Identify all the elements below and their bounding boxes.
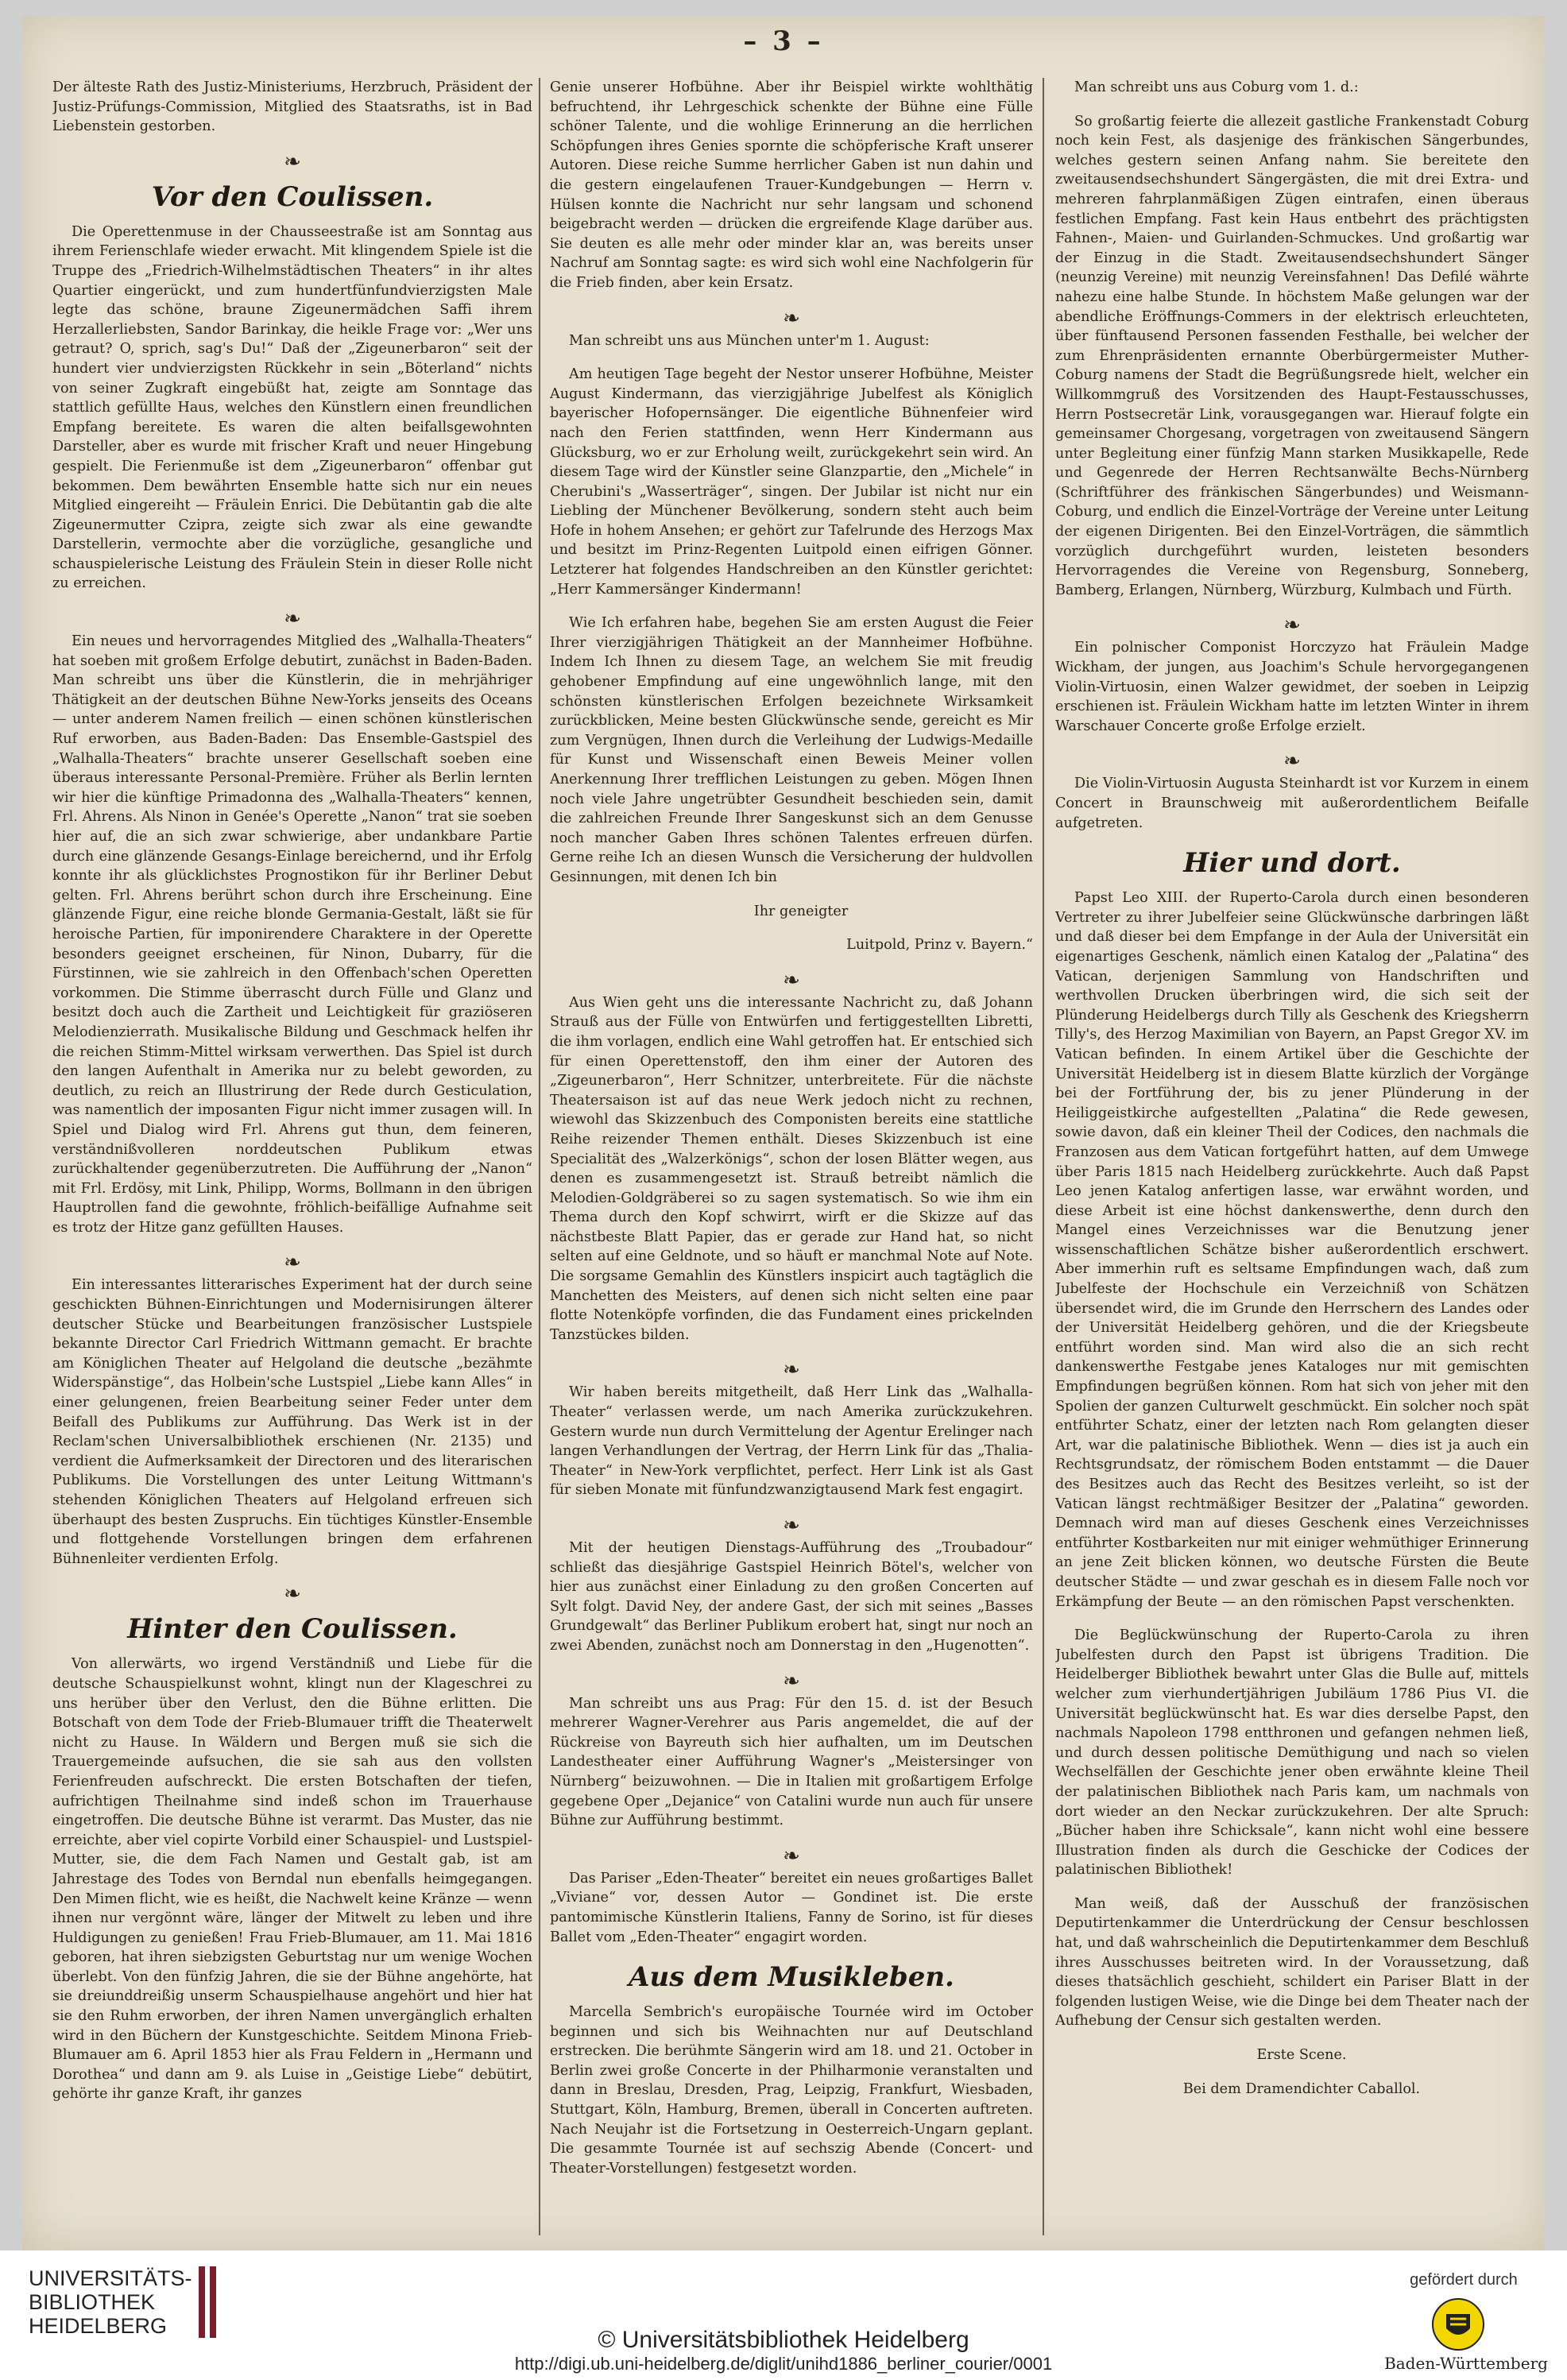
library-name-line: UNIVERSITÄTS- (29, 2266, 192, 2290)
page-number: – 3 – (743, 25, 824, 57)
column-1 (52, 78, 532, 2235)
article-text: Ein interessantes litterarisches Experiment hat der durch seine geschickten Bühnen-Einrichtungen und Modernisirungen älterer deutscher Stücke und Bearbeitungen französischer Lustspiele bekannte Director Carl Friedrich Wittmann gemacht. Er brachte am Königlichen Theater auf Helgoland die deutsche „bezähmte Widerspänstige“, das Holbein'sche Lustspiel „Liebe kann Alles“ in einer gelungenen, freien Bearbeitung seiner Feder unter dem Beifall des Publikums zur Aufführung. Das Werk ist in der Reclam'schen Universalbibliothek erschienen (Nr. 2135) und verdient die Aufmerksamkeit der Directoren und des literarischen Publikums. Die Vorstellungen des unter Leitung Wittmann's stehenden Königlichen Theaters auf Helgoland erfreuen sich überhaupt des besten Zuspruchs. Ein tüchtiges Künstler-Ensemble und flottgehende Vorstellungen bringen dem erfahrenen Bühnenleiter verdienten Erfolg. (52, 1277, 532, 1567)
footer (0, 2250, 1567, 2380)
article-text: Am heutigen Tage begeht der Nestor unserer Hofbühne, Meister August Kindermann, das vierzigjährige Jubelfest als Königlich bayerischer Hofopernsänger. Die eigentliche Bühnenfeier wird nach den Ferien stattfinden, wenn Herr Kindermann aus Glücksburg, wo er zur Erholung weilt, zurückgekehrt sein wird. An diesem Tage wird der Künstler seine Glanzpartie, den „Michele“ in Cherubini's „Wasserträger“, singen. Der Jubilar ist nicht nur ein Liebling der Münchener Bevölkerung, sondern steht auch beim Hofe in hohem Ansehen; er gehört zur Tafelrunde des Herzogs Max und besitzt im Prinz-Regenten Luitpold einen eifrigen Gönner. Letzterer hat folgendes Handschreiben an den Künstler gerichtet: „Herr Kammersänger Kindermann! (550, 366, 1033, 598)
ornament-icon: ❧ (783, 306, 800, 331)
library-name-line: BIBLIOTHEK (29, 2290, 156, 2314)
article-text: Man schreibt uns aus Coburg vom 1. d.: (1074, 79, 1359, 95)
article-text: Der älteste Rath des Justiz-Ministeriums, Herzbruch, Präsident der Justiz-Prüfungs-Commission, Mitglied des Staatsraths, ist in Bad Liebenstein gestorben. (52, 79, 532, 135)
article-text: Die Beglückwünschung der Ruperto-Carola zu ihren Jubelfesten durch den Papst ist übrigens Tradition. Die Heidelberger Bibliothek bewahrt unter Glas die Bulle auf, mittels welcher zum vierhundertjährigen Jubiläum 1786 Pius VI. die Universität beglückwünscht hat. Es war dies derselbe Papst, den nachmals Napoleon 1798 entthronen und gefangen nehmen ließ, und durch dessen politische Demüthigung und nach so vielen Wechselfällen der Geschichte jener oben erwähnte kleine Theil der palatinischen Bibliothek nach Paris kam, um nachmals von dort wieder an den Neckar zurückzukehren. Der alte Spruch: „Bücher haben ihre Schicksale“, kann nicht wohl eine bessere Illustration finden als durch die Geschicke der Codices der palatinischen Bibliothek! (1055, 1627, 1529, 1879)
article-text: Wir haben bereits mitgetheilt, daß Herr Link das „Walhalla-Theater“ verlassen werde, um nach Amerika zurückzukehren. Gestern wurde nun durch Vermittelung der Agentur Erelinger nach langen Verhandlungen der Vertrag, der Herrn Link für das „Thalia-Theater“ in New-York verpflichtet, perfect. Herr Link ist als Gast für sieben Monate mit fünfundzwanzigtausend Mark fest engagirt. (550, 1384, 1033, 1499)
column-2 (550, 78, 1033, 2235)
column-divider (1043, 78, 1044, 2235)
article-text: Von allerwärts, wo irgend Verständniß und Liebe für die deutsche Schauspielkunst wohnt, klingt nun der Klageschrei zu uns herüber über den Verlust, den die Bühne erlitten. Die Botschaft von dem Tode der Frieb-Blumauer trifft die Theaterwelt nicht zu Hause. In Wäldern und Bergen muß sie sich die Trauergemeinde aufsuchen, die sie sah aus den vollsten Ferienfreuden aufschreckt. Die ersten Botschaften der tiefen, aufrichtigen Theilnahme sind indeß schon im Trauerhause eingetroffen. Die deutsche Bühne ist verarmt. Das Muster, das nie erreichte, aber viel copirte Vorbild einer Schauspiel- und Lustspiel-Mutter, sie, die dem Fach Namen und Gestalt gab, ist am Jahrestage des Todes von Berndal nun ebenfalls heimgegangen. Den Mimen flicht, wie es heißt, die Nachwelt keine Kränze — wenn ihnen nur vergönnt wäre, länger der Mitwelt zu leben und ihre Huldigungen zu genießen! Frau Frieb-Blumauer, am 11. Mai 1816 geboren, hat ihren siebzigsten Geburtstag nur um wenige Wochen überlebt. Von den fünfzig Jahren, die sie der Bühne angehörte, hat sie dreiunddreißig unserm Schauspielhause angehört und hier hat sie den Ruhm erworben, der ihren Namen unvergänglich erhalten wird in den Büchern der Kunstgeschichte. Seitdem Minona Frieb-Blumauer am 6. April 1853 hier als Frau Feldern in „Hermann und Dorothea“ und dann am 9. als Luise in „Geistige Liebe“ debütirt, gehörte ihr ganze Kraft, ihr ganzes (52, 1656, 532, 2103)
ornament-icon: ❧ (783, 1514, 800, 1538)
funding-label: gefördert durch (1410, 2271, 1518, 2289)
ornament-icon: ❧ (284, 1582, 301, 1607)
state-name: Baden-Württemberg (1384, 2354, 1548, 2373)
state-coat-of-arms-icon (1430, 2297, 1486, 2352)
article-text: Marcella Sembrich's europäische Tournée wird im October beginnen und sich bis Weihnachten nur auf Deutschland erstrecken. Die berühmte Sängerin wird am 18. und 21. October in Berlin zwei große Concerte in der Philharmonie veranstalten und dann in Breslau, Dresden, Prag, Leipzig, Frankfurt, Wiesbaden, Stuttgart, Köln, Hamburg, Bremen, überall in Concerten auftreten. Nach Neujahr ist die Fortsetzung in Oesterreich-Ungarn geplant. Die gesammte Tournée ist auf sechszig Abende (Concert- und Theater-Vorstellungen) festgesetzt worden. (550, 2004, 1033, 2177)
ornament-icon: ❧ (284, 1251, 301, 1275)
letter-signature: Luitpold, Prinz v. Bayern.“ (846, 937, 1033, 954)
article-text: Ein polnischer Componist Horczyzo hat Fräulein Madge Wickham, der jungen, aus Joachim's Schule hervorgegangenen Violin-Virtuosin, einen Walzer gewidmet, der soeben in Leipzig erschienen ist. Fräulein Wickham hatte im letzten Winter in ihrem Warschauer Concerte große Erfolge erzielt. (1055, 640, 1529, 734)
library-name-line: HEIDELBERG (29, 2314, 168, 2338)
article-text: Mit der heutigen Dienstags-Aufführung des „Troubadour“ schließt das diesjährige Gastspiel Heinrich Bötel's, welcher von hier aus zunächst einer Einladung zu den großen Concerten auf Sylt folgt. David Ney, der andere Gast, der sich mit seines „Basses Grundgewalt“ das Berliner Publikum erobert hat, singt nur noch an zwei Abenden, zunächst noch am Donnerstag in den „Hugenotten“. (550, 1540, 1033, 1654)
article-text: Ein neues und hervorragendes Mitglied des „Walhalla-Theaters“ hat soeben mit großem Erfolge debutirt, zunächst in Baden-Baden. Man schreibt uns über die Künstlerin, die in mehrjähriger Thätigkeit an der deutschen Bühne New-Yorks jenseits des Oceans — unter anderem Namen freilich — einen schönen künstlerischen Ruf erworben, aus Baden-Baden: Das Ensemble-Gastspiel des „Walhalla-Theaters“ brachte unserer Gesellschaft soeben eine überaus interessante Personal-Première. Früher als Berlin lernten wir hier die künftige Primadonna des „Walhalla-Theaters“ kennen, Frl. Ahrens. Als Ninon in Genée's Operette „Nanon“ trat sie soeben hier auf, die an sich zwar schwierige, aber undankbare Partie durch eine glänzende Gesangs-Einlage bereichernd, und ihr Erfolg konnte ihr als glücklichstes Prognostikon für ihr Berliner Debut gelten. Frl. Ahrens berührt schon durch ihre Erscheinung. Eine glänzende Figur, eine reiche blonde Germania-Gestalt, läßt sie für heroische Partien, für imponirendere Charaktere in der Operette besonders geeignet erscheinen, für Ninon, Dubarry, für die Fürstinnen, wie sie zahlreich in den Offenbach'schen Operetten vorkommen. Die Stimme überrascht durch Fülle und Glanz und besitzt doch auch die Zartheit und Leichtigkeit für graziöseren Melodienzierrath. Musikalische Bildung und Geschmack helfen ihr die reichen Stimm-Mittel wirksam verwerthen. Das Spiel ist durch den langen Aufenthalt in Amerika nur zu belebt geworden, zu deutlich, zu reich an Illustrirung der Rede durch Gesticulation, was namentlich der imposanten Figur nicht immer zusagen will. In Spiel und Dialog wird Frl. Ahrens gut thun, dem feineren, verständnißvolleren norddeutschen Publikum etwas zurückhaltender gegenüberzutreten. Die Aufführung der „Nanon“ mit Frl. Erdösy, mit Link, Philipp, Worms, Bollmann in den übrigen Hauptrollen fand die gewohnte, fröhlich-beifällige Aufnahme seit es trotz der Hitze ganz gefüllten Hauses. (52, 633, 532, 1236)
newspaper-page (22, 16, 1545, 2250)
ornament-icon: ❧ (1283, 749, 1301, 774)
article-text: Die Violin-Virtuosin Augusta Steinhardt ist vor Kurzem in einem Concert in Braunschweig mit außerordentlichem Beifalle aufgetreten. (1055, 776, 1529, 831)
ornament-icon: ❧ (284, 607, 301, 632)
ornament-icon: ❧ (284, 149, 301, 174)
section-heading: Vor den Coulissen. (151, 180, 434, 213)
scene-location: Bei dem Dramendichter Caballol. (1182, 2080, 1421, 2097)
article-text: Man schreibt uns aus München unter'm 1. August: (569, 332, 930, 349)
section-heading: Aus dem Musikleben. (629, 1961, 954, 1994)
section-heading: Hier und dort. (1183, 847, 1401, 880)
article-text: Genie unserer Hofbühne. Aber ihr Beispiel wirkte wohlthätig befruchtend, ihr Lehrgeschick schenkte der Bühne eine Fülle schöner Talente, und die wohlige Erinnerung an die herrlichen Schöpfungen ihres Genies spornte die schöpferische Kraft unserer Autoren. Diese reiche Summe herrlicher Gaben ist nun dahin und die gestern eingelaufenen Trauer-Kundgebungen — Herrn v. Hülsen konnte die Nachricht nur sehr langsam und schonend beigebracht werden — drücken die ergreifende Klage darüber aus. Sie deuten es alle mehr oder minder klar an, was bereits unser Nachruf am Sonntag sagte: es wird sich wohl eine Nachfolgerin für die Frieb finden, aber kein Ersatz. (550, 79, 1033, 291)
article-text: Papst Leo XIII. der Ruperto-Carola durch einen besonderen Vertreter zu ihrer Jubelfeier seine Glückwünsche darbringen läßt und daß dieser bei dem Empfange in der Aula der Universität ein eigenartiges Geschenk, nämlich einen Katalog der „Palatina“ des Vatican, derjenigen Sammlung von Handschriften und werthvollen Drucken überbringen wird, die sich seit der Plünderung Heidelbergs durch Tilly als Geschenk des Kriegsherrn Tilly's, des Herzog Maximilian von Bayern, an Papst Gregor XV. im Vatican befinden. In einem Artikel über die Geschichte der Universität Heidelberg ist in diesem Blatte kürzlich der Vorgänge bei der Fortführung der, bis zu jener Plünderung in der Heiliggeistkirche aufgestellten „Palatina“ die Rede gewesen, sowie davon, daß ein kleiner Theil der Codices, den nachmals die Franzosen aus dem Vatican fortgeführt hatten, auf dem Umwege über Paris 1815 nach Heidelberg zurückkehrte. Auch daß Papst Leo jenen Katalog anfertigen lasse, war erwähnt worden, und diese Arbeit ist eine höchst dankenswerthe, denn durch den Mangel eines Verzeichnisses war die Benutzung jener wissenschaftlichen Schätze bisher außerordentlich erschwert. Aber immerhin ruft es seltsame Empfindungen wach, daß zum Jubelfeste der Hochschule ein Verzeichniß von Schätzen übersendet wird, die im Grunde den Herrschern des Landes oder der Universität Heidelberg gehören, und die der Kriegsbeute entführt worden sind. Man wird also die an sich recht dankenswerthe Festgabe jenes Kataloges nur mit gemischten Empfindungen begrüßen können. Rom hat sich von jeher mit den Spolien der ganzen Culturwelt geschmückt. Ein solcher noch spät entführter Schatz, einer der letzten nach Rom gelangten dieser Art, war die palatinische Bibliothek. Wenn — dies ist ja auch ein Rechtsgrundsatz, der römischem Boden entstammt — die Dauer des Besitzes auch das Recht des Besitzes verleiht, so ist der Vatican längst rechtmäßiger Besitzer der „Palatina“ geworden. Demnach wird man auf dieses Geschenk eines Verzeichnisses entführter Kostbarkeiten nur mit einiger wehmüthiger Erinnerung an jene Zeit blicken können, wo deutsche Fürsten die Beute deutscher Städte — und zwar geschah es in diesem Falle noch vor Erkämpfung der Beute — an den römischen Papst verschenkten. (1055, 890, 1529, 1610)
article-text: Die Operettenmuse in der Chausseestraße ist am Sonntag aus ihrem Ferienschlafe wieder erwacht. Mit klingendem Spiele ist die Truppe des „Friedrich-Wilhelmstädtischen Theaters“ in ihr altes Quartier eingerückt, und zum hundertfünfundvierzigsten Male legte das schöne, braune Zigeunermädchen Saffi ihrem Herzallerliebsten, Sandor Barinkay, die heikle Frage vor: „Wer uns getraut? O, sprich, sag's Du!“ Daß der „Zigeunerbaron“ seit der hundert vier undvierzigsten Rückkehr in sein „Böterland“ nichts von seiner Zugkraft eingebüßt hat, zeigte am Sonntage das stattlich gefüllte Haus, welches den Künstlern einen freundlichen Empfang bereitete. Es waren die alten beifallsgewohnten Darsteller, aber es wurde mit frischer Kraft und neuer Hingebung gespielt. Die Ferienmuße ist dem „Zigeunerbaron“ offenbar gut bekommen. Dem bewährten Ensemble hatte sich nur ein neues Mitglied eingereiht — Fräulein Enrici. Die Debütantin gab die alte Zigeunermutter Czipra, zeigte sich zwar als eine gewandte Darstellerin, vermochte aber die vorzügliche, gesangliche und schauspielerische Leistung des Fräulein Stein in dieser Rolle nicht zu erreichen. (52, 223, 532, 592)
column-divider (539, 78, 540, 2235)
letter-closing: Ihr geneigter (753, 903, 849, 919)
ornament-icon: ❧ (783, 1669, 800, 1693)
ornament-icon: ❧ (783, 968, 800, 993)
article-text: So großartig feierte die allezeit gastliche Frankenstadt Coburg noch kein Fest, als dasjenige des fränkischen Sängerbundes, welches gestern seinen Anfang nahm. Sie bereitete den zweitausendsechshundert Sängergästen, die mit drei Extra- und mehreren fahrplanmäßigen Zügen eintrafen, einen überaus festlichen Empfang. Fast kein Haus entbehrt des prächtigsten Fahnen-, Maien- und Guirlanden-Schmuckes. Und großartig war der Einzug in die Stadt. Zweitausendsechshundert Sänger (neunzig Vereine) mit neunzig Vereinsfahnen! Das Defilé währte nahezu eine halbe Stunde. In höchstem Maße gelungen war der abendliche Eröffnungs-Commers in der elektrisch erleuchteten, über fünftausend Personen fassenden Festhalle, bei welcher der zum Ehrenpräsidenten ernannte Oberbürgermeister Muther-Coburg namens der Stadt die Begrüßungsrede hielt, welcher ein Willkommgruß des Vorsitzenden des Haupt-Festausschusses, Herrn Postsecretär Link, vorausgegangen war. Hierauf folgte ein gemeinsamer Chorgesang, vorgetragen von zweitausend Sängern unter Begleitung einer fünfzig Mann starken Musikkapelle, Rede und Gegenrede der Herren Rechtsanwälte Bechs-Nürnberg (Schriftführer des fränkischen Sängerbundes) und Weismann-Coburg, und endlich die Einzel-Vorträge der Vereine unter Leitung der eigenen Dirigenten. Bei den Einzel-Vorträgen, die sämmtlich vorzüglich durchgeführt wurden, leisteten besonders Hervorragendes die Vereine von Regensburg, Sonneberg, Bamberg, Erlangen, Nürnberg, Würzburg, Kulmbach und Fürth. (1055, 113, 1529, 598)
scene-heading: Erste Scene. (1256, 2047, 1347, 2064)
article-text: Wie Ich erfahren habe, begehen Sie am ersten August die Feier Ihrer vierzigjährigen Thätigkeit an der Mannheimer Hofbühne. Indem Ich Ihnen zu diesem Tage, an welchem Sie mit freudig gehobener Empfindung auf eine ungewöhnlich lange, mit den schönsten künstlerischen Erfolgen bezeichnete Wirksamkeit zurückblicken, Meine besten Glückwünsche sende, gereicht es Mir zum Vergnügen, Ihnen durch die Verleihung der Ludwigs-Medaille für Kunst und Wissenschaft einen Beweis Meiner vollen Anerkennung Ihrer trefflichen Leistungen zu geben. Mögen Ihnen noch viele Jahre ungetrübter Gesundheit beschieden sein, damit die zahlreichen Freunde Ihrer Sangeskunst sich an dem Genusse noch mancher Gaben Ihres schönen Talentes erfreuen dürfen. Gerne reihe Ich an diesen Wunsch die Versicherung der huldvollen Gesinnungen, mit denen Ich bin (550, 615, 1033, 885)
article-text: Aus Wien geht uns die interessante Nachricht zu, daß Johann Strauß aus der Fülle von Entwürfen und fertiggestellten Libretti, die ihm vorlagen, endlich eine Wahl getroffen hat. Er entschied sich für einen Operettenstoff, den ihm einer der Autoren des „Zigeunerbaron“, Herr Schnitzer, unterbreitete. Für die nächste Theatersaison ist auf das neue Werk jedoch nicht zu rechnen, wiewohl das Skizzenbuch des Componisten bereits eine stattliche Reihe reizender Themen enthält. Dieses Skizzenbuch ist eine Specialität des „Walzerkönigs“, schon der losen Blätter wegen, aus denen es zusammengesetzt ist. Strauß betreibt nämlich die Melodien-Goldgräberei so zu sagen systematisch. So wie ihm ein Thema durch den Kopf schwirrt, wirft er die Skizze auf das nächstbeste Blatt Papier, das er gerade zur Hand hat, so nicht selten auf eine Geldnote, und so häuft er manchmal Note auf Note. Die sorgsame Gemahlin des Künstlers inspicirt auch tagtäglich die Manchetten des Meisters, auf denen sich nicht selten eine paar flotte Notenköpfe vorfinden, die das Fundament eines prickelnden Tanzstückes bilden. (550, 994, 1033, 1343)
permalink[interactable]: http://digi.ub.uni-heidelberg.de/diglit/unihd1886_berliner_courier/0001 (514, 2354, 1053, 2374)
article-text: Das Pariser „Eden-Theater“ bereitet ein neues großartiges Ballet „Viviane“ vor, dessen Autor — Gondinet ist. Die erste pantomimische Künstlerin Italiens, Fanny de Sorino, ist für dieses Ballet vom „Eden-Theater“ engagirt worden. (550, 1870, 1033, 1945)
section-heading: Hinter den Coulissen. (127, 1613, 458, 1646)
ornament-icon: ❧ (783, 1358, 800, 1383)
article-text: Man schreibt uns aus Prag: Für den 15. d. ist der Besuch mehrerer Wagner-Verehrer aus Paris angemeldet, die auf der Rückreise von Bayreuth sich hier aufhalten, um im Deutschen Landestheater einer Aufführung Wagner's „Meistersinger von Nürnberg“ beizuwohnen. — Die in Italien mit großartigem Erfolge gegebene Oper „Dejanice“ von Catalini wurde nun auch für unsere Bühne zur Aufführung bestimmt. (550, 1695, 1033, 1829)
ornament-icon: ❧ (783, 1844, 800, 1868)
ornament-icon: ❧ (1283, 613, 1301, 638)
article-text: Man weiß, daß der Ausschuß der französischen Deputirtenkammer die Unterdrückung der Censur beschlossen hat, und daß wahrscheinlich die Deputirtenkammer dem Beschluß ihres Ausschusses beitreten wird. In der Voraussetzung, daß dieses thatsächlich geschieht, schildert ein Pariser Blatt in der folgenden lustigen Weise, wie die Dinge bei dem Theater nach der Aufhebung der Censur sich gestalten werden. (1055, 1895, 1529, 2030)
copyright-text: © Universitätsbibliothek Heidelberg (598, 2327, 969, 2353)
column-3 (1055, 78, 1529, 2235)
